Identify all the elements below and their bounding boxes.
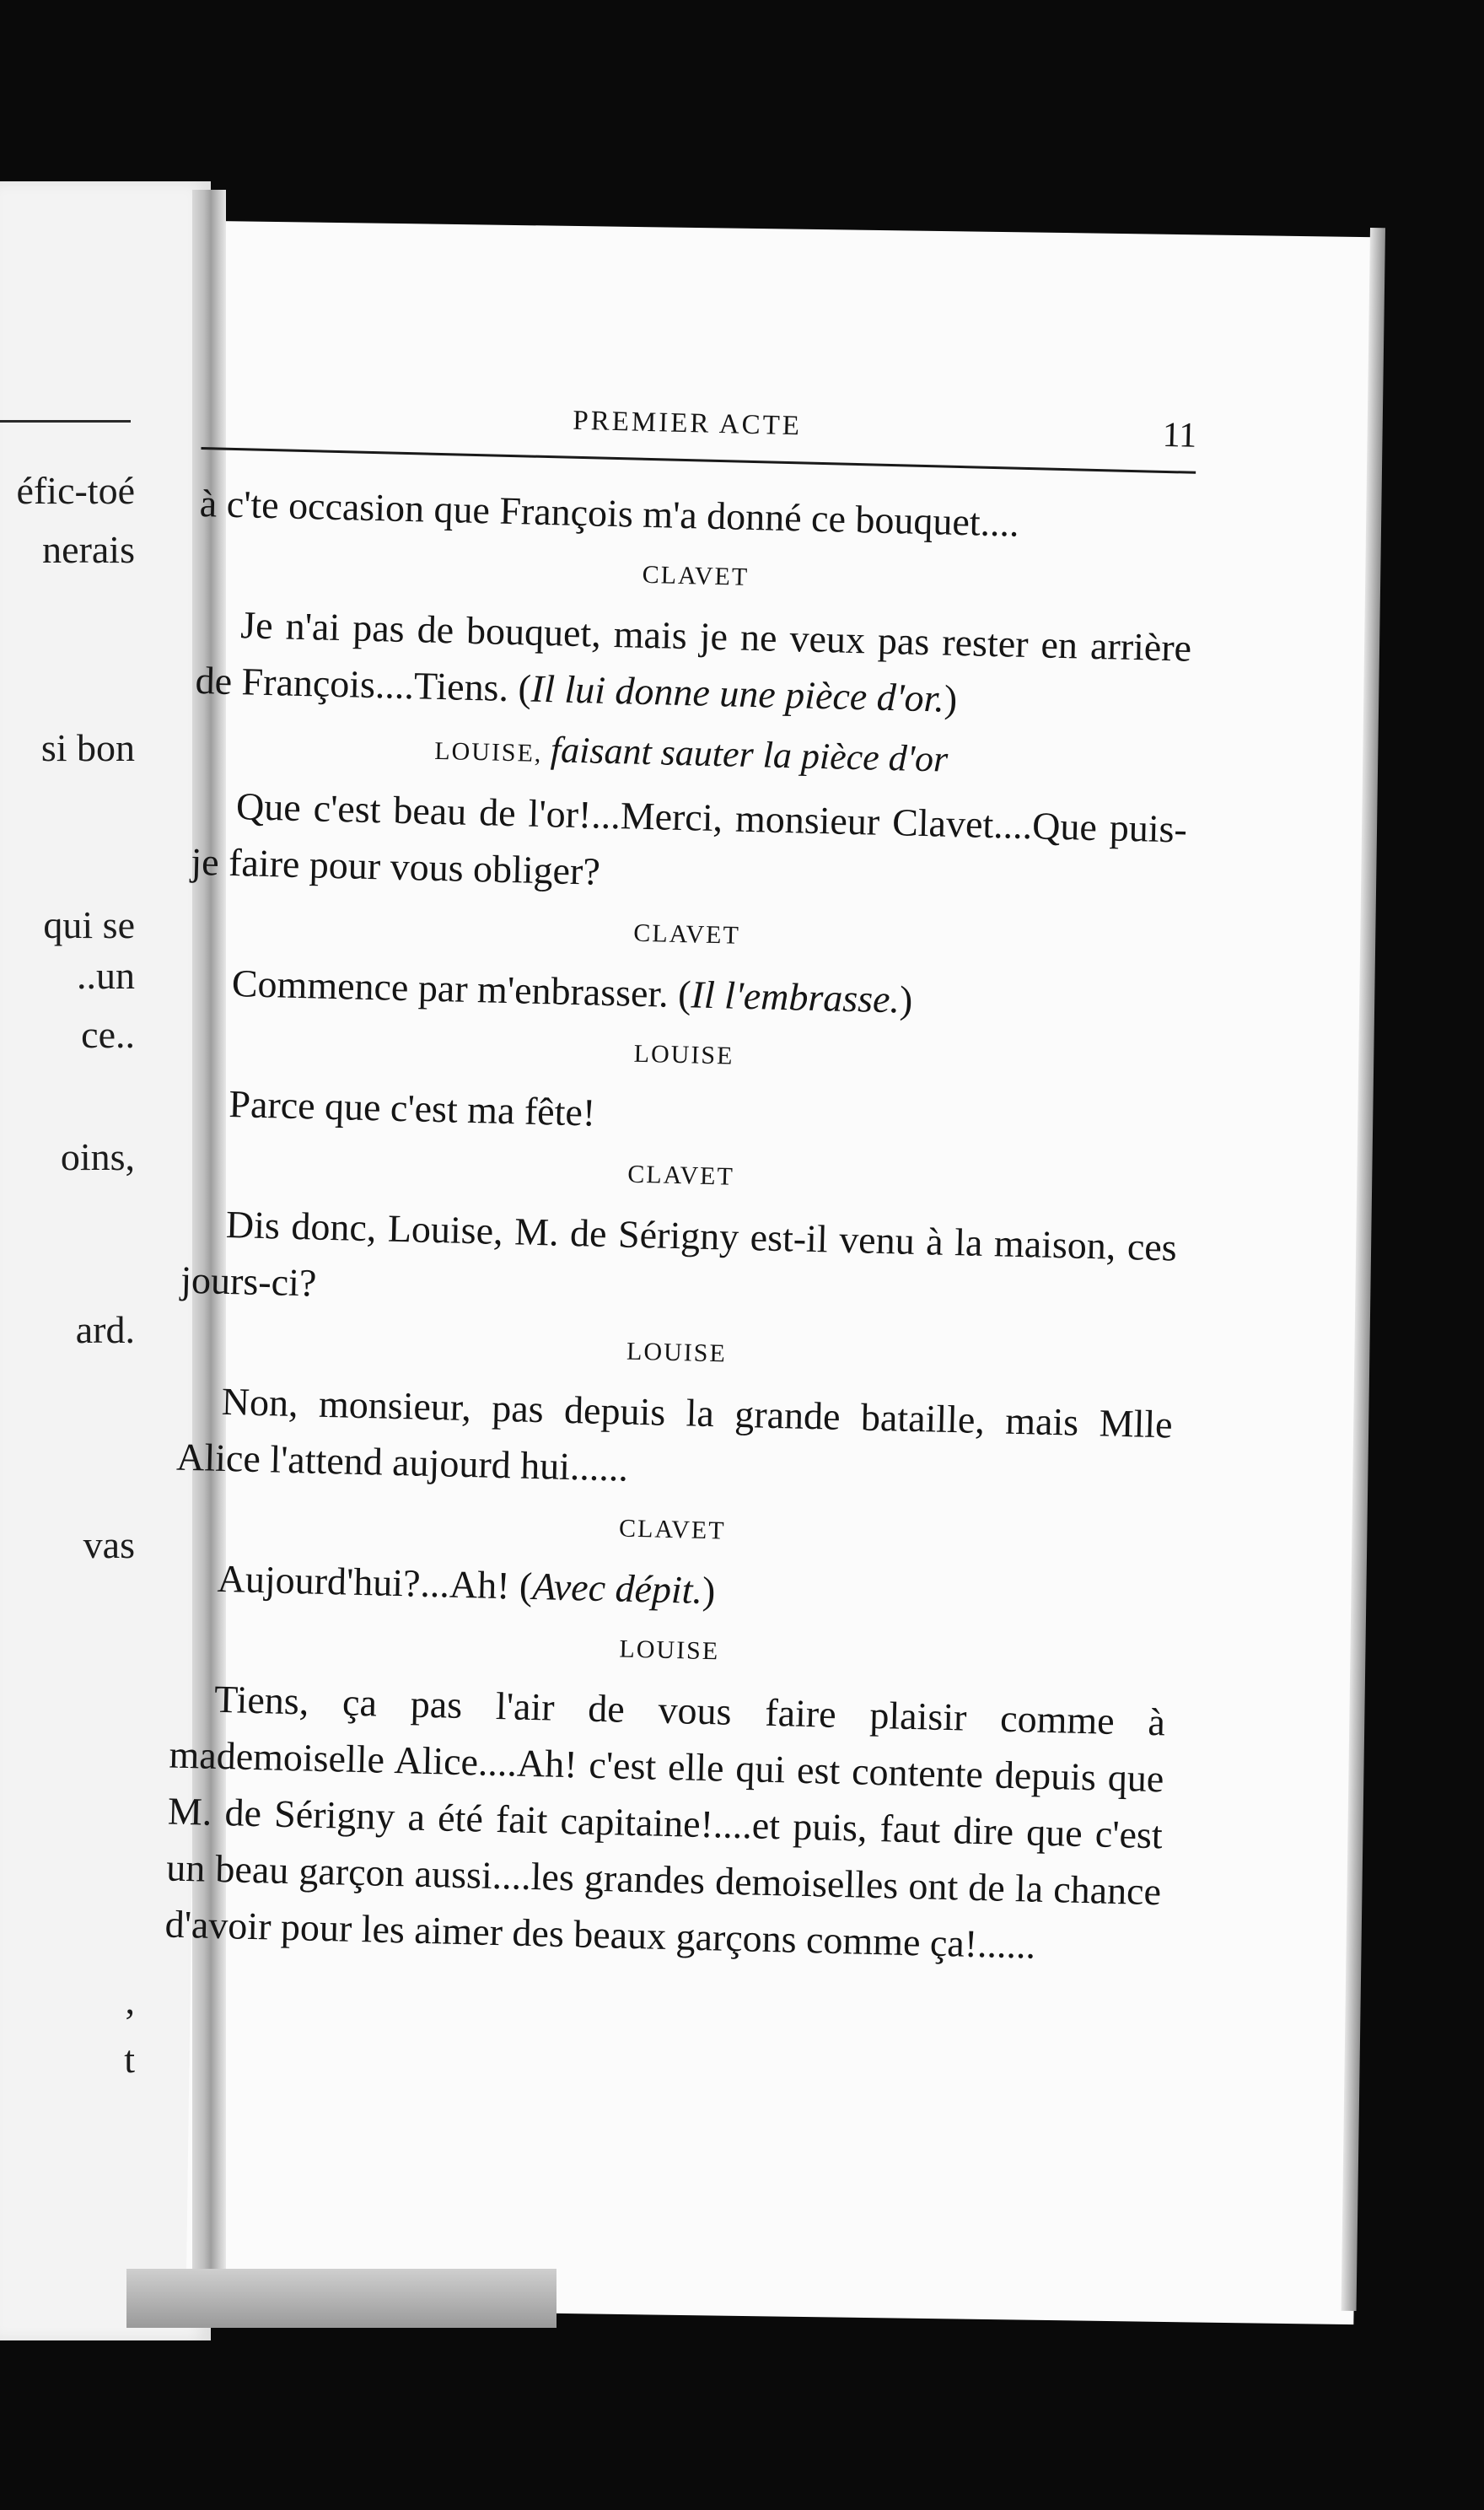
left-page-fragment: vas xyxy=(83,1523,135,1566)
speaker-name: CLAVET xyxy=(632,918,741,950)
speech-line: Dis donc, Louise, M. de Sérigny est-il venu à la maison, ces jours-ci? xyxy=(180,1202,1178,1305)
left-page-fragment: ard. xyxy=(75,1308,135,1351)
left-page-fragment: éfic-toé xyxy=(16,469,135,512)
speech-text: ) xyxy=(944,676,958,720)
speech-line xyxy=(195,595,1192,733)
speech-line: Tiens, ça pas l'air de vous faire plaisir comme à mademoiselle Alice....Ah! c'est elle qui est contente depuis que M. de Sérigny a été fait capitaine!....et puis, faut dire que c'est un beau garçon aussi....les grandes demoiselles ont de la chance d'avoir pour les aimer des beaux garçons comme ça!...... xyxy=(164,1677,1166,1967)
left-page-fragment: t xyxy=(124,2038,135,2081)
speaker-name: LOUISE xyxy=(633,1039,734,1070)
left-page-fragment: nerais xyxy=(42,528,135,571)
stage-direction: Il lui donne une pièce d'or. xyxy=(530,666,945,720)
speaker-name: CLAVET xyxy=(618,1514,726,1545)
stage-direction: Avec dépit. xyxy=(531,1564,703,1612)
speech-line: Parce que c'est ma fête! xyxy=(228,1082,596,1134)
speech-line: Non, monsieur, pas depuis la grande bataille, mais Mlle Alice l'attend aujourd hui...... xyxy=(175,1379,1174,1489)
speech-text: Commence par m'enbrasser. ( xyxy=(231,961,692,1016)
speech-text: Aujourd'hui?...Ah! ( xyxy=(217,1556,533,1608)
speech-text: ) xyxy=(702,1568,717,1613)
left-page-fragment: oins, xyxy=(60,1135,135,1178)
speaker-name: LOUISE xyxy=(619,1635,720,1666)
speaker-name: CLAVET xyxy=(626,1160,735,1191)
page-text-block xyxy=(164,396,1197,1976)
left-page-fragment: , xyxy=(125,1979,135,2022)
running-head-title: PREMIER ACTE xyxy=(572,405,803,442)
speaker-name: CLAVET xyxy=(642,560,750,591)
left-page-fragment: ce.. xyxy=(81,1013,135,1056)
left-page-fragment: ..un xyxy=(77,954,135,997)
speech-text: Je n'ai pas de bouquet, mais je ne veux pas rester en arrière de François....Tiens. ( xyxy=(195,603,1192,710)
stage-direction: Il l'embrasse. xyxy=(691,972,901,1021)
page-number: 11 xyxy=(1162,415,1197,455)
left-page-fragment: si bon xyxy=(40,726,135,769)
stage-direction: faisant sauter la pièce d'or xyxy=(550,729,949,780)
speaker-name: LOUISE xyxy=(626,1337,728,1368)
left-page-fragment: qui se xyxy=(43,903,135,946)
speech-line: à c'te occasion que François m'a donné ce bouquet.... xyxy=(199,481,1020,545)
left-page-rule xyxy=(0,420,131,423)
facing-left-page xyxy=(0,181,211,2340)
binding-shadow xyxy=(126,2269,556,2328)
speaker-label: LOUISE, xyxy=(433,736,543,768)
speech-line: Que c'est beau de l'or!...Merci, monsieur Clavet....Que puis-je faire pour vous obliger? xyxy=(190,784,1188,893)
speech-text: ) xyxy=(899,978,913,1021)
